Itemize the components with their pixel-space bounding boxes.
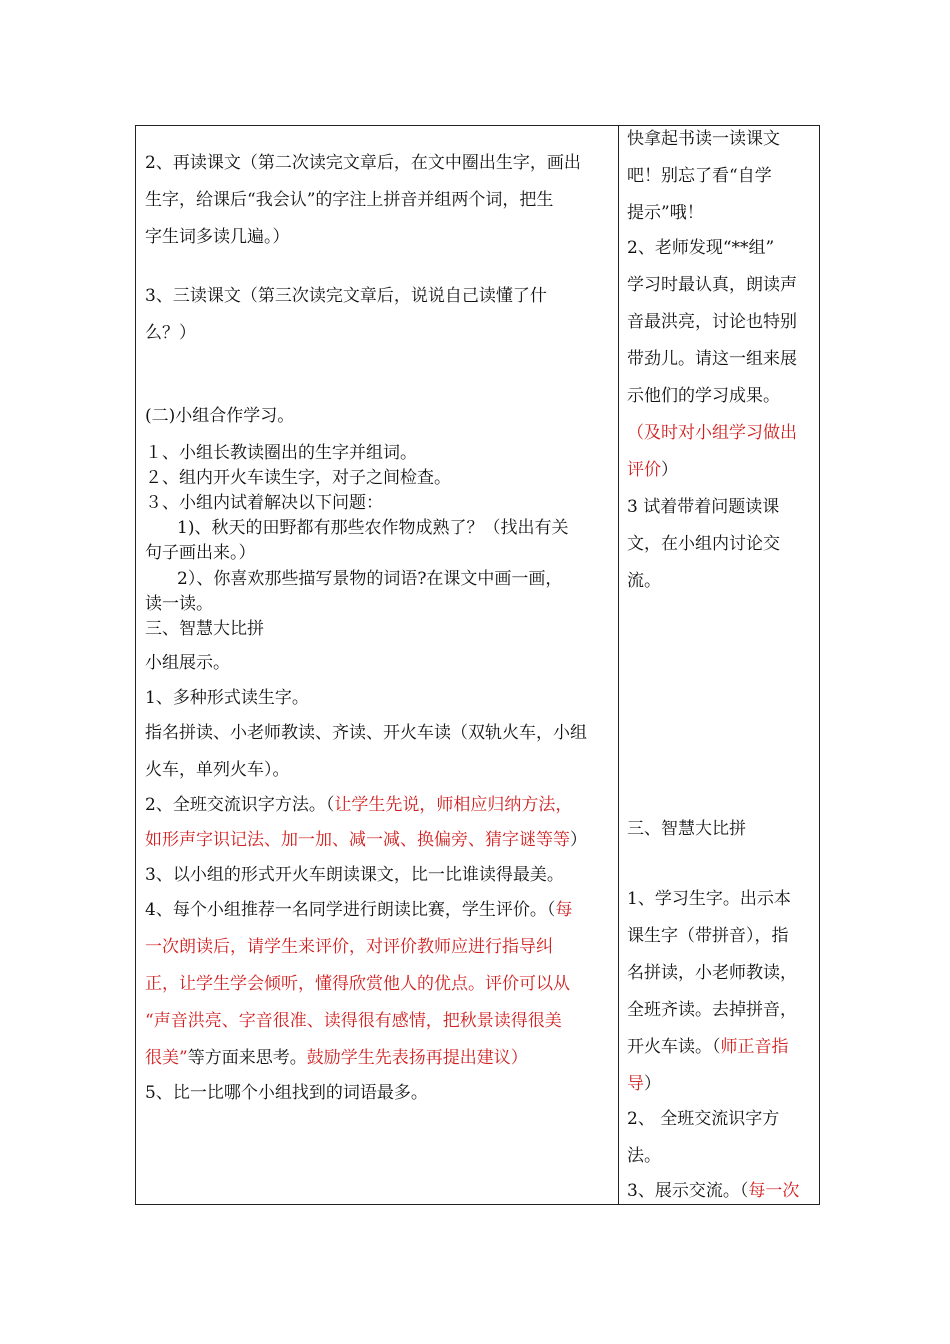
section-heading: 三、智慧大比拼	[145, 619, 264, 639]
text-line: 3、三读课文（第三次读完文章后，说说自己读懂了什	[145, 286, 547, 306]
text-line: 火车，单列火车）。	[145, 760, 290, 780]
list-item: 1、多种形式读生字。	[145, 688, 309, 708]
text-run: ）	[661, 460, 678, 480]
text-run: 及时对小组学习做出	[644, 423, 797, 443]
list-item: 5、比一比哪个小组找到的词语最多。	[145, 1083, 428, 1103]
text-run: 开火车读。（	[627, 1037, 721, 1057]
list-item: 3、以小组的形式开火车朗读课文，比一比谁读得最美。	[145, 865, 564, 885]
text-line: 读一读。	[145, 594, 213, 614]
text-line: 法。	[627, 1146, 661, 1166]
text-line	[145, 830, 587, 850]
text-line: 流。	[627, 571, 661, 591]
text-run: 2、全班交流识字方法。（	[145, 795, 335, 815]
text-line: 音最洪亮，讨论也特别	[627, 312, 797, 332]
text-line: 2、再读课文（第二次读完文章后，在文中圈出生字，画出	[145, 153, 581, 173]
teacher-note: 很美”	[145, 1048, 188, 1068]
text-line: 指名拼读、小老师教读、齐读、开火车读（双轨火车，小组	[145, 723, 587, 743]
list-item: ３、小组内试着解决以下问题：	[145, 493, 383, 513]
text-line: 全班齐读。去掉拼音，	[627, 1000, 797, 1020]
text-line: 课生字（带拼音），指	[627, 926, 789, 946]
text-line: 生字，给课后“我会认”的字注上拼音并组两个词，把生	[145, 190, 554, 210]
list-item: 1、学习生字。出示本	[627, 889, 791, 909]
teacher-note: 每	[555, 900, 573, 920]
text-run: ）	[644, 1074, 661, 1094]
teacher-note: 师正音指	[720, 1037, 789, 1057]
section-heading: (二)小组合作学习。	[145, 406, 295, 426]
text-line: 句子画出来。）	[145, 543, 256, 563]
list-item	[145, 795, 572, 815]
text-line: 学习时最认真，朗读声	[627, 275, 797, 295]
list-item: 2、 全班交流识字方	[627, 1109, 780, 1129]
list-item	[145, 900, 572, 920]
text-line	[627, 1037, 789, 1057]
lesson-plan-table	[135, 125, 820, 1205]
teacher-note: 每一次	[748, 1181, 800, 1201]
list-item: １、小组长教读圈出的生字并组词。	[145, 443, 417, 463]
left-cell-activities	[136, 126, 618, 1204]
teacher-note: 导	[627, 1074, 644, 1094]
teacher-note: 让学生先说，师相应归纳方法，	[334, 795, 573, 815]
text-line: 名拼读，小老师教读，	[627, 963, 797, 983]
list-item	[627, 1181, 799, 1201]
text-line: 字生词多读几遍。）	[145, 227, 290, 247]
text-line: 快拿起书读一读课文	[627, 129, 780, 149]
list-item: 2、老师发现“**组”	[627, 238, 775, 258]
teacher-note: 正，让学生学会倾听，懂得欣赏他人的优点。评价可以从	[145, 974, 570, 994]
text-line: 提示”哦！	[627, 203, 704, 223]
text-line	[627, 1074, 661, 1094]
text-line: 示他们的学习成果。	[627, 386, 780, 406]
text-line	[145, 1048, 528, 1068]
text-line: 带劲儿。请这一组来展	[627, 349, 797, 369]
text-line: 么？）	[145, 323, 196, 343]
text-run: ）	[570, 830, 587, 850]
list-item: ２、组内开火车读生字，对子之间检查。	[145, 468, 451, 488]
text-run: 3、展示交流。（	[627, 1181, 749, 1201]
text-line	[627, 460, 678, 480]
teacher-note: 如形声字识记法、加一加、减一减、换偏旁、猜字谜等等	[145, 830, 570, 850]
teacher-note: 评价	[627, 460, 661, 480]
text-run: （	[627, 423, 644, 443]
section-heading: 三、智慧大比拼	[627, 819, 746, 839]
teacher-note	[627, 423, 797, 443]
text-line: 小组展示。	[145, 653, 230, 673]
list-item: 1)、秋天的田野都有那些农作物成熟了？（找出有关	[177, 518, 569, 538]
right-cell-teacher-guidance	[619, 126, 819, 1204]
teacher-note: 一次朗读后，请学生来评价，对评价教师应进行指导纠	[145, 937, 553, 957]
text-run: 4、每个小组推荐一名同学进行朗读比赛，学生评价。（	[145, 900, 556, 920]
teacher-note: “声音洪亮、字音很准、读得很有感情，把秋景读得很美	[145, 1011, 562, 1031]
list-item: 3 试着带着问题读课	[627, 497, 780, 517]
text-line: 吧！别忘了看“自学	[627, 166, 772, 186]
text-run: 等方面来思考。	[187, 1048, 307, 1068]
list-item: 2）、你喜欢那些描写景物的词语?在课文中画一画，	[177, 569, 563, 589]
teacher-note: 鼓励学生先表扬再提出建议）	[306, 1048, 528, 1068]
text-line: 文，在小组内讨论交	[627, 534, 780, 554]
